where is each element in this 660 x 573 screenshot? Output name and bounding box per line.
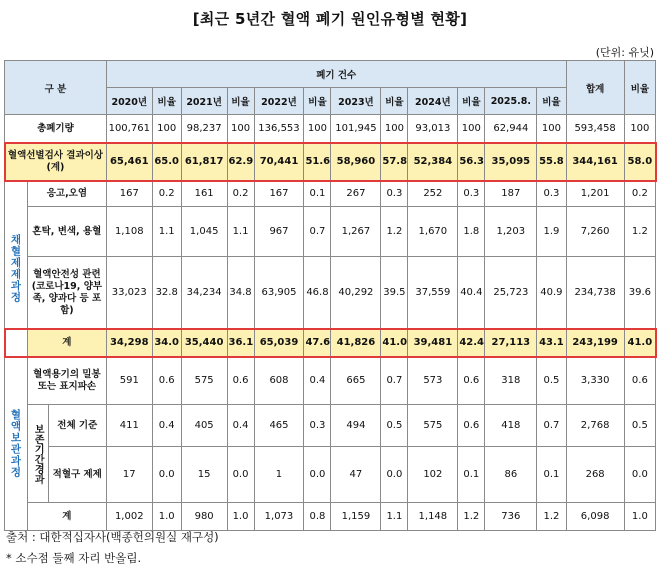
row-label: 혈액용기의 밀봉 또는 표지파손 [27, 357, 106, 405]
group-label: 혈액보관과정 [5, 357, 28, 531]
row-turbid [5, 207, 656, 257]
row-g1-sum [5, 329, 656, 357]
cell: 2,768 [566, 405, 624, 447]
cell: 0.6 [458, 357, 485, 405]
cell: 34.0 [152, 329, 181, 357]
cell: 35,440 [181, 329, 227, 357]
cell: 0.2 [152, 181, 181, 207]
cell: 593,458 [566, 115, 624, 143]
cell: 39,481 [408, 329, 458, 357]
cell: 86 [485, 447, 537, 503]
unit-label: (단위: 유닛) [595, 46, 654, 59]
cell: 40,292 [331, 257, 381, 329]
cell: 0.3 [381, 181, 408, 207]
cell: 52,384 [408, 143, 458, 181]
cell: 1.1 [152, 207, 181, 257]
cell: 1,201 [566, 181, 624, 207]
cell: 93,013 [408, 115, 458, 143]
cell: 100 [537, 115, 566, 143]
cell: 40.9 [537, 257, 566, 329]
row-label: 계 [27, 503, 106, 531]
cell: 1,073 [254, 503, 304, 531]
cell: 167 [106, 181, 152, 207]
cell: 47.6 [304, 329, 331, 357]
cell: 1.1 [227, 207, 254, 257]
cell: 17 [106, 447, 152, 503]
row-total [5, 115, 656, 143]
cell: 318 [485, 357, 537, 405]
cell: 465 [254, 405, 304, 447]
cell: 234,738 [566, 257, 624, 329]
cell: 1.2 [537, 503, 566, 531]
cell: 100 [458, 115, 485, 143]
cell: 34,298 [106, 329, 152, 357]
row-label: 총폐기량 [5, 115, 107, 143]
header-year: 2025.8. [485, 88, 537, 115]
row-period-rbc [5, 447, 656, 503]
row-coag [5, 181, 656, 207]
cell: 56.3 [458, 143, 485, 181]
cell: 608 [254, 357, 304, 405]
cell: 967 [254, 207, 304, 257]
cell: 1.2 [458, 503, 485, 531]
cell: 665 [331, 357, 381, 405]
source-note: 출처 : 대한적십자사(백종헌의원실 재구성) [6, 530, 219, 544]
cell: 61,817 [181, 143, 227, 181]
cell: 1,045 [181, 207, 227, 257]
rounding-note: * 소수점 둘째 자리 반올림. [6, 551, 142, 565]
cell: 0.0 [624, 447, 655, 503]
cell: 40.4 [458, 257, 485, 329]
row-safety [5, 257, 656, 329]
cell: 1.0 [152, 503, 181, 531]
cell: 0.7 [304, 207, 331, 257]
row-label: 응고,오염 [27, 181, 106, 207]
header-year: 2022년 [254, 88, 304, 115]
header-ratio-sub: 비율 [152, 88, 181, 115]
cell: 55.8 [537, 143, 566, 181]
header-ratio-sub: 비율 [458, 88, 485, 115]
cell: 57.8 [381, 143, 408, 181]
cell: 42.4 [458, 329, 485, 357]
cell: 344,161 [566, 143, 624, 181]
group-label: 채혈제제과정 [5, 181, 28, 357]
row-seal [5, 357, 656, 405]
cell: 63,905 [254, 257, 304, 329]
cell: 37,559 [408, 257, 458, 329]
cell: 252 [408, 181, 458, 207]
cell: 1.8 [458, 207, 485, 257]
cell: 1,148 [408, 503, 458, 531]
cell: 1,108 [106, 207, 152, 257]
cell: 136,553 [254, 115, 304, 143]
cell: 34,234 [181, 257, 227, 329]
cell: 100 [624, 115, 655, 143]
cell: 32.8 [152, 257, 181, 329]
cell: 6,098 [566, 503, 624, 531]
cell: 47 [331, 447, 381, 503]
cell: 591 [106, 357, 152, 405]
cell: 0.5 [624, 405, 655, 447]
cell: 575 [408, 405, 458, 447]
cell: 1.2 [381, 207, 408, 257]
cell: 0.6 [152, 357, 181, 405]
cell: 62,944 [485, 115, 537, 143]
cell: 0.0 [152, 447, 181, 503]
cell: 1.0 [227, 503, 254, 531]
cell: 65,039 [254, 329, 304, 357]
cell: 15 [181, 447, 227, 503]
cell: 0.0 [227, 447, 254, 503]
cell: 161 [181, 181, 227, 207]
cell: 0.2 [227, 181, 254, 207]
cell: 65,461 [106, 143, 152, 181]
cell: 1.2 [624, 207, 655, 257]
cell: 243,199 [566, 329, 624, 357]
page-title: [최근 5년간 혈액 폐기 원인유형별 현황] [192, 10, 468, 28]
cell: 1,002 [106, 503, 152, 531]
cell: 0.4 [304, 357, 331, 405]
cell: 25,723 [485, 257, 537, 329]
waste-table [4, 60, 656, 531]
cell: 100,761 [106, 115, 152, 143]
cell: 575 [181, 357, 227, 405]
cell: 0.3 [537, 181, 566, 207]
cell: 70,441 [254, 143, 304, 181]
cell: 43.1 [537, 329, 566, 357]
cell: 65.0 [152, 143, 181, 181]
cell: 102 [408, 447, 458, 503]
cell: 46.8 [304, 257, 331, 329]
row-label: 전체 기준 [48, 405, 106, 447]
header-year: 2020년 [106, 88, 152, 115]
cell: 0.4 [227, 405, 254, 447]
header-total: 합계 [566, 61, 624, 115]
cell: 167 [254, 181, 304, 207]
cell: 980 [181, 503, 227, 531]
cell: 267 [331, 181, 381, 207]
header-waste-count: 폐기 건수 [106, 61, 566, 88]
cell: 39.6 [624, 257, 655, 329]
header-year: 2024년 [408, 88, 458, 115]
cell: 36.1 [227, 329, 254, 357]
cell: 1,267 [331, 207, 381, 257]
cell: 411 [106, 405, 152, 447]
row-g2-sum [5, 503, 656, 531]
cell: 0.0 [304, 447, 331, 503]
cell: 39.5 [381, 257, 408, 329]
cell: 100 [304, 115, 331, 143]
cell: 1.1 [381, 503, 408, 531]
cell: 51.6 [304, 143, 331, 181]
cell: 0.8 [304, 503, 331, 531]
cell: 0.3 [458, 181, 485, 207]
cell: 0.4 [152, 405, 181, 447]
cell: 1,159 [331, 503, 381, 531]
cell: 35,095 [485, 143, 537, 181]
cell: 0.5 [381, 405, 408, 447]
cell: 101,945 [331, 115, 381, 143]
cell: 7,260 [566, 207, 624, 257]
cell: 0.6 [458, 405, 485, 447]
cell: 34.8 [227, 257, 254, 329]
header-ratio-sub: 비율 [227, 88, 254, 115]
cell: 27,113 [485, 329, 537, 357]
header-ratio: 비율 [624, 61, 655, 115]
row-period-all [5, 405, 656, 447]
row-label: 혈액선별검사 결과이상(계) [5, 143, 107, 181]
cell: 418 [485, 405, 537, 447]
header-ratio-sub: 비율 [304, 88, 331, 115]
cell: 0.7 [381, 357, 408, 405]
sub-group-label: 보존기간경과 [27, 405, 48, 503]
cell: 41,826 [331, 329, 381, 357]
cell: 187 [485, 181, 537, 207]
cell: 1,670 [408, 207, 458, 257]
cell: 0.6 [227, 357, 254, 405]
cell: 268 [566, 447, 624, 503]
cell: 62.9 [227, 143, 254, 181]
header-gubun: 구 분 [5, 61, 107, 115]
cell: 573 [408, 357, 458, 405]
row-label: 적혈구 제제 [48, 447, 106, 503]
cell: 100 [381, 115, 408, 143]
row-label: 계 [27, 329, 106, 357]
cell: 0.0 [381, 447, 408, 503]
cell: 0.1 [304, 181, 331, 207]
header-year: 2021년 [181, 88, 227, 115]
header-ratio-sub: 비율 [381, 88, 408, 115]
cell: 58,960 [331, 143, 381, 181]
row-label: 혈액안전성 관련 (코로나19, 양부족, 양과다 등 포함) [27, 257, 106, 329]
header-ratio-sub: 비율 [537, 88, 566, 115]
cell: 0.2 [624, 181, 655, 207]
cell: 98,237 [181, 115, 227, 143]
cell: 0.7 [537, 405, 566, 447]
cell: 0.5 [537, 357, 566, 405]
row-label: 혼탁, 변색, 용혈 [27, 207, 106, 257]
cell: 0.6 [624, 357, 655, 405]
cell: 405 [181, 405, 227, 447]
cell: 100 [227, 115, 254, 143]
cell: 1.0 [624, 503, 655, 531]
cell: 33,023 [106, 257, 152, 329]
cell: 0.1 [458, 447, 485, 503]
cell: 100 [152, 115, 181, 143]
cell: 3,330 [566, 357, 624, 405]
cell: 1 [254, 447, 304, 503]
row-screen [5, 143, 656, 181]
header-year: 2023년 [331, 88, 381, 115]
cell: 1.9 [537, 207, 566, 257]
cell: 0.1 [537, 447, 566, 503]
cell: 1,203 [485, 207, 537, 257]
cell: 736 [485, 503, 537, 531]
cell: 494 [331, 405, 381, 447]
cell: 58.0 [624, 143, 655, 181]
cell: 0.3 [304, 405, 331, 447]
cell: 41.0 [381, 329, 408, 357]
cell: 41.0 [624, 329, 655, 357]
